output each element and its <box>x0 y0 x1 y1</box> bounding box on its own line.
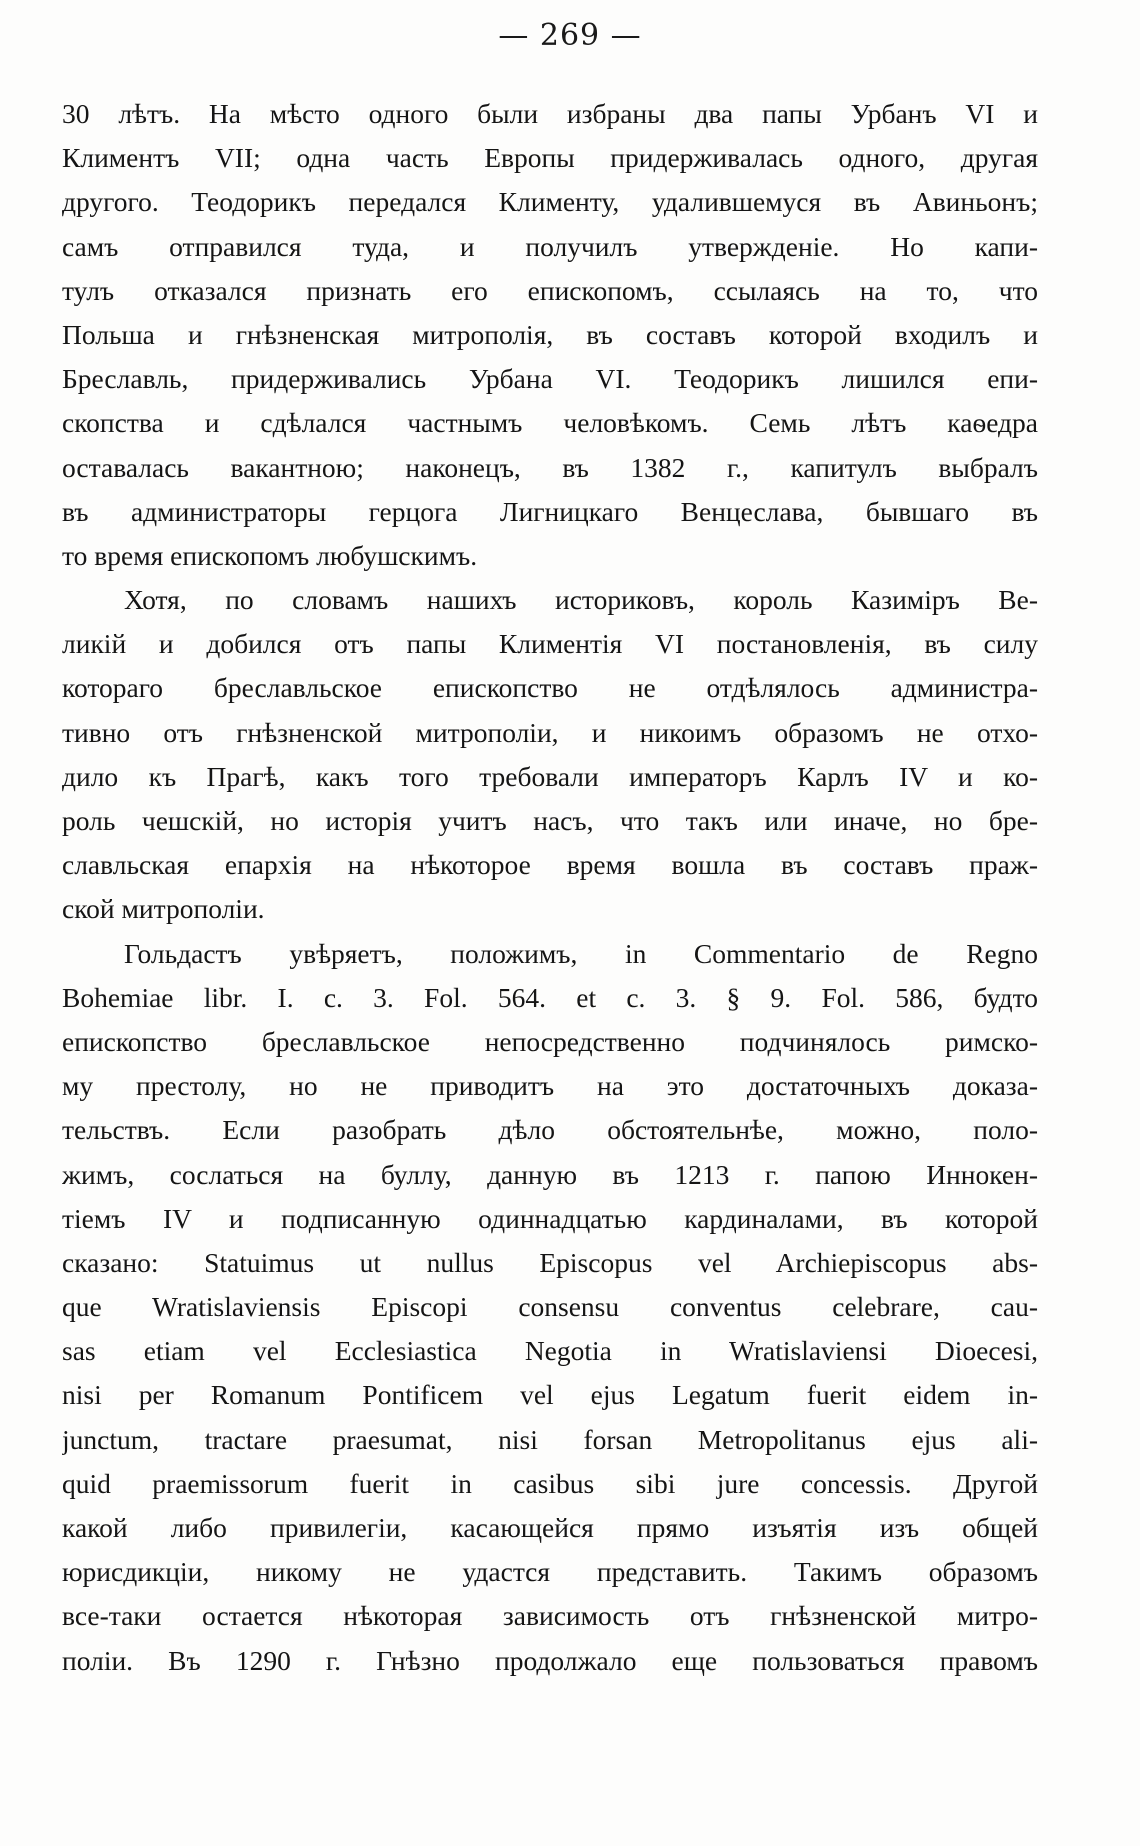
text-line: то время епископомъ любушскимъ. <box>62 539 478 571</box>
text-line: другого. Теодорикъ передался Клименту, удалившемуся въ Авиньонъ; <box>62 186 1038 218</box>
text-line: роль чешскій, но исторія учитъ насъ, что такъ или иначе, но бре- <box>62 805 1038 836</box>
paragraph-2 <box>62 578 1038 932</box>
text-line: въ администраторы герцога Лигницкаго Венцеслава, бывшаго въ <box>62 495 1038 527</box>
text-line: nisi per Romanum Pontificem vel ejus Legatum fuerit eidem in- <box>62 1379 1038 1411</box>
text-line: Хотя, по словамъ нашихъ историковъ, король Казиміръ Ве- <box>124 584 1038 616</box>
page-number: — 269 — <box>498 18 642 53</box>
text-line: тельствъ. Если разобрать дѣло обстоятельнѣе, можно, поло- <box>62 1114 1038 1146</box>
text-line: дило къ Прагѣ, какъ того требовали императоръ Карлъ IV и ко- <box>62 760 1038 792</box>
text-line: самъ отправился туда, и получилъ утвержденіе. Но капи- <box>62 230 1038 262</box>
text-line: quid praemissorum fuerit in casibus sibi jure concessis. Другой <box>62 1467 1038 1499</box>
text-line: ской митрополіи. <box>62 893 265 925</box>
text-line: какой либо привилегіи, касающейся прямо изъятія изъ общей <box>62 1512 1038 1543</box>
text-line: все-таки остается нѣкоторая зависимость отъ гнѣзненской митро- <box>62 1600 1038 1632</box>
text-line: славльская епархія на нѣкоторое время вошла въ составъ праж- <box>62 849 1038 881</box>
text-line: Климентъ VII; одна часть Европы придерживалась одного, другая <box>62 142 1038 174</box>
text-line: оставалась вакантною; наконецъ, въ 1382 г., капитулъ выбралъ <box>62 451 1038 483</box>
paragraph-3 <box>62 932 1038 1683</box>
text-line: му престолу, но не приводитъ на это достаточныхъ доказа- <box>62 1070 1038 1102</box>
text-line: тулъ отказался признать его епископомъ, ссылаясь на то, что <box>62 274 1038 306</box>
text-line: junctum, tractare praesumat, nisi forsan Metropolitanus ejus ali- <box>62 1423 1038 1455</box>
text-line: поліи. Въ 1290 г. Гнѣзно продолжало еще пользоваться правомъ <box>62 1644 1038 1676</box>
text-line: скопства и сдѣлался частнымъ человѣкомъ. Семь лѣтъ каѳедра <box>62 407 1038 439</box>
text-line: сказано: Statuimus ut nullus Episcopus vel Archiepiscopus abs- <box>62 1246 1038 1278</box>
text-line: Бреславль, придерживались Урбана VI. Теодорикъ лишился епи- <box>62 363 1038 395</box>
body-text <box>62 92 1038 1683</box>
text-line: Польша и гнѣзненская митрополія, въ составъ которой входилъ и <box>62 318 1038 350</box>
text-line: жимъ, сослаться на буллу, данную въ 1213 г. папою Иннокен- <box>62 1158 1038 1190</box>
text-line: юрисдикціи, никому не удастся представить. Такимъ образомъ <box>62 1556 1038 1588</box>
text-line: епископство бреславльское непосредственно подчинялось римско- <box>62 1025 1038 1057</box>
text-line: Bohemiae libr. I. c. 3. Fol. 564. et c. 3. § 9. Fol. 586, будто <box>62 981 1038 1013</box>
text-line: тивно отъ гнѣзненской митрополіи, и никоимъ образомъ не отхо- <box>62 716 1038 748</box>
text-line: ликій и добился отъ папы Климентія VI постановленія, въ силу <box>62 628 1038 660</box>
text-line: 30 лѣтъ. На мѣсто одного были избраны два папы Урбанъ VI и <box>62 98 1038 129</box>
text-line: sas etiam vel Ecclesiastica Negotia in Wratislaviensi Dioecesi, <box>62 1335 1038 1367</box>
text-line: que Wratislaviensis Episcopi consensu conventus celebrare, cau- <box>62 1291 1038 1323</box>
text-line: тіемъ IV и подписанную одиннадцатью кардиналами, въ которой <box>62 1202 1038 1234</box>
text-line: Гольдастъ увѣряетъ, положимъ, in Commentario de Regno <box>124 937 1038 969</box>
paragraph-1 <box>62 92 1038 578</box>
text-line: котораго бреславльское епископство не отдѣлялось администра- <box>62 672 1038 704</box>
